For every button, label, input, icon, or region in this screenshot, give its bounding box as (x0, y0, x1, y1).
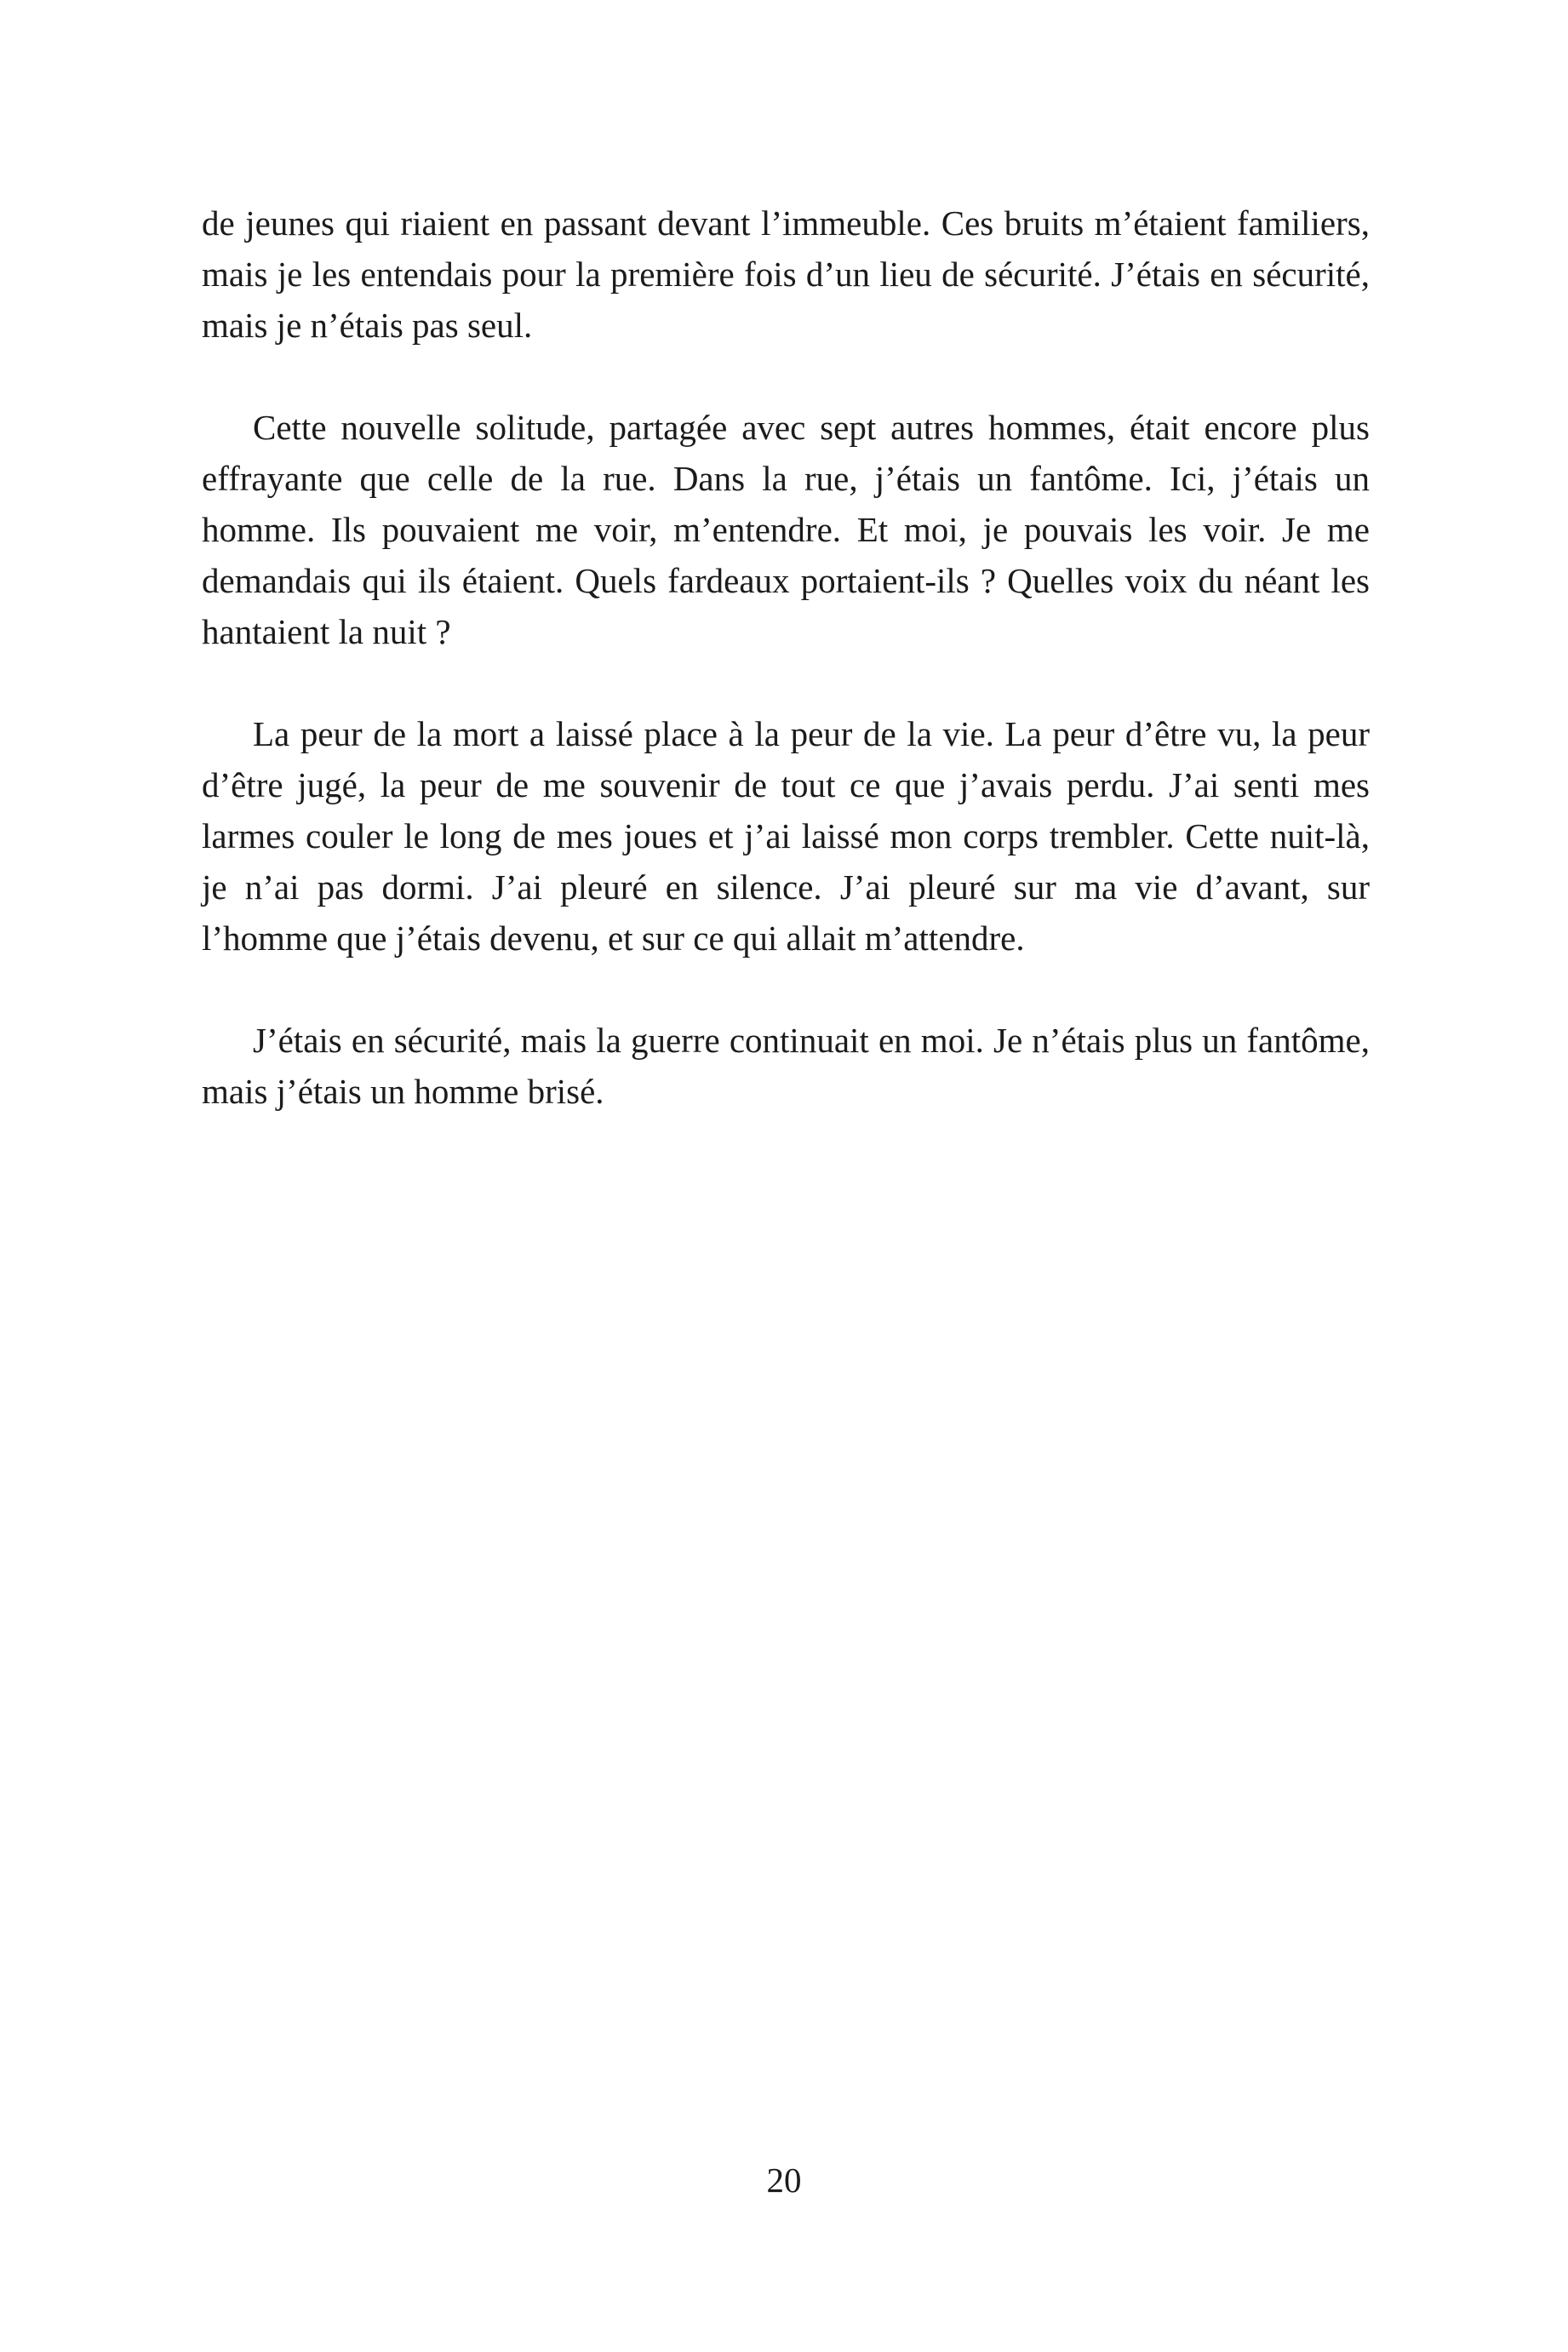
paragraph-continued: de jeunes qui riaient en passant devant l’immeuble. Ces bruits m’étaient familiers, mais je les entendais pour la première fois d’un lieu de sécurité. J’étais en sécurité, mais je n’étais pas seul. (202, 203, 1370, 345)
paragraph: Cette nouvelle solitude, partagée avec sept autres hommes, était encore plus effrayante que celle de la rue. Dans la rue, j’étais un fantôme. Ici, j’étais un homme. Ils pouvaient me voir, m’entendre. Et moi, je pouvais les voir. Je me demandais qui ils étaient. Quels fardeaux portaient-ils ? Quelles voix du néant les hantaient la nuit ? (202, 408, 1370, 651)
body-text (202, 197, 1370, 1168)
page-number: 20 (766, 2160, 802, 2200)
paragraph: J’étais en sécurité, mais la guerre continuait en moi. Je n’étais plus un fantôme, mais j’étais un homme brisé. (202, 1021, 1370, 1111)
paragraph: La peur de la mort a laissé place à la peur de la vie. La peur d’être vu, la peur d’être jugé, la peur de me souvenir de tout ce que j’avais perdu. J’ai senti mes larmes couler le long de mes joues et j’ai laissé mon corps trembler. Cette nuit-là, je n’ai pas dormi. J’ai pleuré en silence. J’ai pleuré sur ma vie d’avant, sur l’homme que j’étais devenu, et sur ce qui allait m’attendre. (202, 714, 1370, 958)
